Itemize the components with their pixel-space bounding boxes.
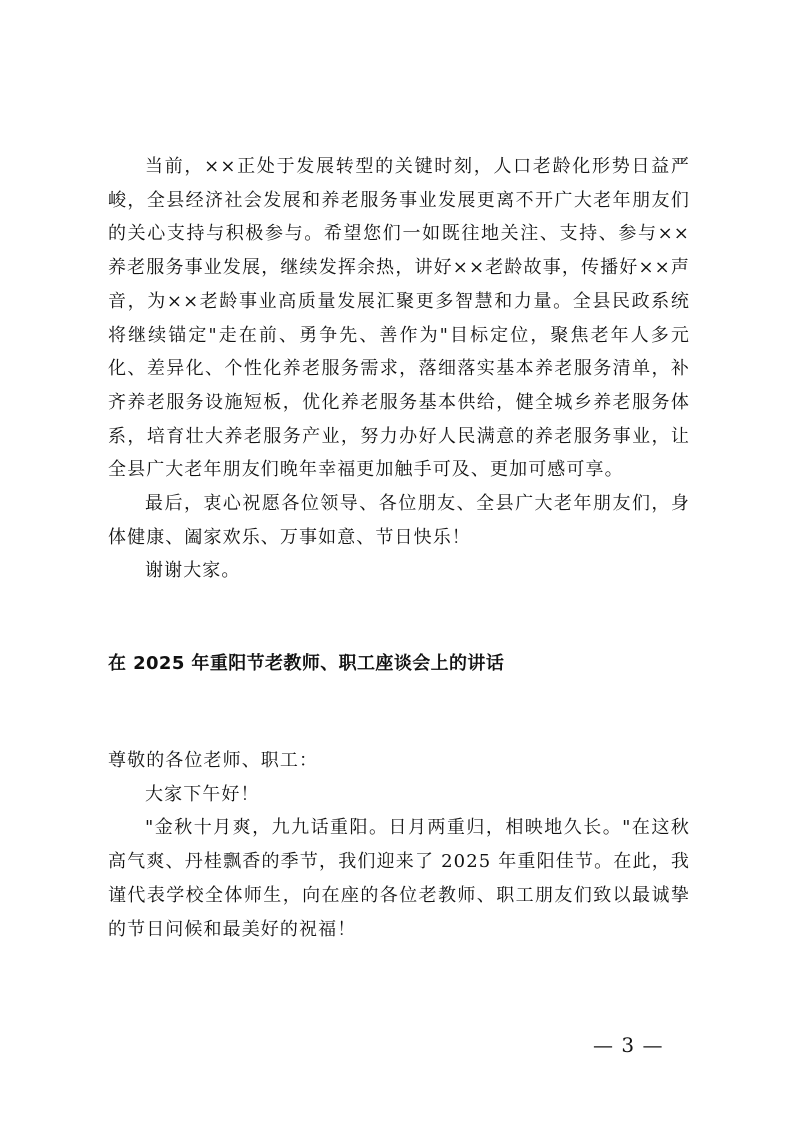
opening-paragraph: "金秋十月爽，九九话重阳。日月两重归，相映地久长。"在这秋高气爽、丹桂飘香的季节，我们迎来了 2025 年重阳佳节。在此，我谨代表学校全体师生，向在座的各位老教师、职工朋友们致以最诚挚的节日问候和最美好的祝福！ (108, 817, 690, 940)
speech-opening-section (108, 744, 690, 946)
closing-wishes-paragraph: 最后，衷心祝愿各位领导、各位朋友、全县广大老年朋友们，身体健康、阖家欢乐、万事如意、节日快乐！ (108, 493, 690, 548)
thanks-paragraph: 谢谢大家。 (145, 560, 241, 582)
greeting: 大家下午好！ (145, 783, 260, 805)
salutation: 尊敬的各位老师、职工： (108, 750, 319, 771)
page-number: — 3 — (593, 1033, 664, 1057)
speech-closing-section (108, 150, 690, 588)
speech-title-section (108, 647, 690, 681)
speech-title: 在 2025 年重阳节老教师、职工座谈会上的讲话 (108, 653, 505, 674)
body-paragraph: 当前，××正处于发展转型的关键时刻，人口老龄化形势日益严峻，全县经济社会发展和养老服务事业发展更离不开广大老年朋友们的关心支持与积极参与。希望您们一如既往地关注、支持、参与××养老服务事业发展，继续发挥余热，讲好××老龄故事，传播好××声音，为××老龄事业高质量发展汇聚更多智慧和力量。全县民政系统将继续锚定"走在前、勇争先、善作为"目标定位，聚焦老年人多元化、差异化、个性化养老服务需求，落细落实基本养老服务清单，补齐养老服务设施短板，优化养老服务基本供给，健全城乡养老服务体系，培育壮大养老服务产业，努力办好人民满意的养老服务事业，让全县广大老年朋友们晚年幸福更加触手可及、更加可感可享。 (108, 156, 690, 481)
